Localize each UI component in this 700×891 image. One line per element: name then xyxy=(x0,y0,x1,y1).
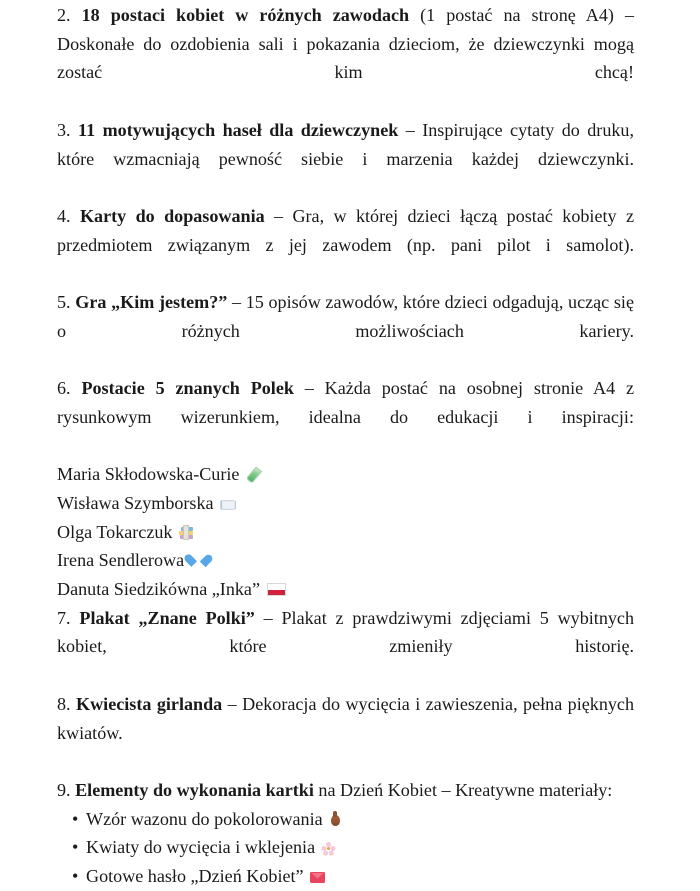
list-item-4-title: Karty do dopasowania xyxy=(79,205,265,226)
list-item-5-body: – 15 opisów zawodów, które dzieci odgadują, ucząc się o różnych możliwościach kariery. xyxy=(57,292,634,341)
cherry-blossom-icon xyxy=(322,841,336,855)
poland-flag-icon xyxy=(267,583,286,596)
list-item-3-number: 3. xyxy=(57,119,71,140)
name-text: Danuta Siedzikówna „Inka” xyxy=(57,579,260,600)
list-item-6-number: 6. xyxy=(57,378,71,399)
list-item-7-number: 7. xyxy=(57,607,71,628)
list-item-4-number: 4. xyxy=(57,205,71,226)
amphora-icon xyxy=(329,811,341,827)
name-text: Maria Skłodowska-Curie xyxy=(57,464,240,485)
bullet-marker: • xyxy=(72,837,79,858)
name-entry-maria-sklodowska-curie xyxy=(57,460,634,489)
blue-heart-icon xyxy=(191,554,206,568)
list-item-2-title: 18 postaci kobiet w różnych zawodach xyxy=(81,5,410,25)
list-item-8-number: 8. xyxy=(57,693,71,714)
list-item-8-body: – Dekoracja do wycięcia i zawieszenia, pełna pięknych kwiatów. xyxy=(57,693,634,743)
list-item xyxy=(57,805,634,834)
love-letter-icon xyxy=(310,872,325,884)
list-item-3-title: 11 motywujących haseł dla dziewczynek xyxy=(78,119,399,140)
name-entry-wislawa-szymborska xyxy=(57,489,634,518)
bullet-list xyxy=(57,805,634,891)
bullet-text: Kwiaty do wycięcia i wklejenia xyxy=(86,837,316,858)
list-item-7-body: – Plakat z prawdziwymi zdjęciami 5 wybitnych kobiet, które zmieniły historię. xyxy=(57,607,635,657)
list-item-9-title: Elementy do wykonania kartki xyxy=(75,779,314,800)
list-item-3-body: – Inspirujące cytaty do druku, które wzmacniają pewność siebie i marzenia każdej dziewczynki. xyxy=(57,119,634,169)
list-item-5-number: 5. xyxy=(57,292,71,313)
list-item-8 xyxy=(57,690,634,776)
list-item-6 xyxy=(57,374,634,460)
bullet-text: Gotowe hasło „Dzień Kobiet” xyxy=(86,866,304,887)
list-item-7 xyxy=(57,604,634,690)
bullet-marker: • xyxy=(72,808,79,829)
name-text: Irena Sendlerowa xyxy=(57,550,185,571)
list-item-7-title: Plakat „Znane Polki” xyxy=(79,607,255,628)
list-item-6-body: – Każda postać na osobnej stronie A4 z rysunkowym wizerunkiem, idealna do edukacji i inspiracji: xyxy=(57,378,634,427)
name-entry-danuta-siedzikowna xyxy=(57,575,634,604)
name-text: Olga Tokarczuk xyxy=(57,521,173,542)
name-text: Wisława Szymborska xyxy=(57,492,214,513)
open-book-icon xyxy=(220,498,235,511)
list-item-4-body: – Gra, w której dzieci łączą postać kobiety z przedmiotem związanym z jej zawodem (np. pani pilot i samolot). xyxy=(57,205,634,255)
list-item xyxy=(57,862,634,891)
list-item-4 xyxy=(57,202,634,288)
list-item-9-body: na Dzień Kobiet – Kreatywne materiały: xyxy=(313,779,613,800)
bullet-text: Wzór wazonu do pokolorowania xyxy=(86,808,323,829)
list-item-3 xyxy=(57,116,634,202)
books-icon xyxy=(179,525,194,540)
list-item-2-body: (1 postać na stronę A4) – Doskonałe do ozdobienia sali i pokazania dzieciom, że dziewczynki mogą zostać kim chcą! xyxy=(57,5,634,83)
list-item xyxy=(57,833,634,862)
list-item-2-number: 2. xyxy=(57,5,71,25)
list-item-6-title: Postacie 5 znanych Polek xyxy=(81,378,294,399)
name-entry-irena-sendlerowa xyxy=(57,546,634,575)
list-item-8-title: Kwiecista girlanda xyxy=(76,693,223,714)
list-item-5 xyxy=(57,288,634,374)
test-tube-icon xyxy=(246,467,260,482)
list-item-2 xyxy=(57,1,634,116)
bullet-marker: • xyxy=(72,866,79,887)
list-item-9 xyxy=(57,776,634,805)
list-item-9-number: 9. xyxy=(57,779,71,800)
list-item-5-title: Gra „Kim jestem?” xyxy=(75,292,228,313)
name-entry-olga-tokarczuk xyxy=(57,518,634,547)
document-body xyxy=(57,1,634,891)
